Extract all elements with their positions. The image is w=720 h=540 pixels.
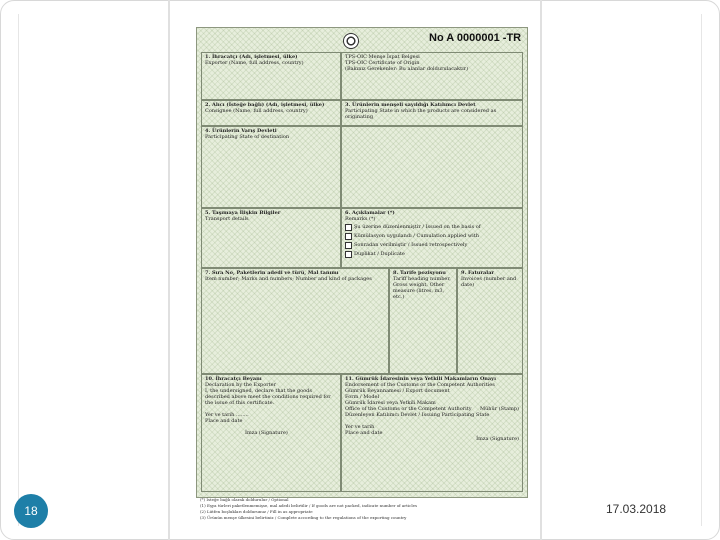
- header-title-2: TPS-OIC Certificate of Origin: [345, 60, 420, 66]
- box-10-declaration: 10. İhracatçı Beyanı Declaration by the Exporter I, the undersigned, declare that the goods described above meet the conditions required for the issue of this certificate. Yer ve tarih ........ Place and date İmza (Signature): [201, 374, 341, 492]
- box-7-items: 7. Sıra No, Paketlerin adedi ve türü, Mal tanımı Item number; Marks and numbers; Number and kind of packages: [201, 268, 389, 374]
- box-5-transport: 5. Taşımaya İlişkin Bilgiler Transport details: [201, 208, 341, 268]
- box-2-consignee: 2. Alıcı (İsteğe bağlı) (Adı, işletmesi, ülke) Consignee (Name, full address, country): [201, 100, 341, 126]
- page-number-badge: 18: [14, 494, 48, 528]
- checkbox[interactable]: [345, 224, 352, 231]
- header-subtitle: (Bakınız Gerekenler: Bu alanlar doldurulacaktır): [345, 66, 469, 72]
- box-9-invoices: 9. Faturalar Invoices (number and date): [457, 268, 523, 374]
- footnotes: (*) İsteğe bağlı olarak doldurulur / Optional (1) Eşya türleri paketlenmemişse, mal adedi belirtilir / If goods are not packed, indicate number of articles (2) Lütfen boşlukları doldurunuz / Fill in as appropriate (3) Ürünün menşe ülkesini belirtiniz / Complete according to the regulations of the exporting country: [200, 497, 418, 520]
- emblem-icon: [343, 33, 359, 49]
- certificate-number: No A 0000001 -TR: [429, 32, 522, 44]
- checkbox[interactable]: [345, 251, 352, 258]
- checkbox[interactable]: [345, 242, 352, 249]
- certificate-document: [196, 27, 528, 498]
- box-1-exporter: 1. İhracatçı (Adı, işletmesi, ülke) Exporter (Name, full address, country): [201, 52, 341, 100]
- right-border-line: [701, 14, 702, 526]
- box-4-destination: 4. Ürünlerin Varış Devleti Participating State of destination: [201, 126, 341, 208]
- box-6-remarks: 6. Açıklamalar (*) Remarks (*) Şu üzerine düzenlenmiştir / Issued on the basis of Kümülasyon uygulandı / Cumulation applied with Sonradan verilmiştir / Issued retrospectively Duplikat / Duplicate: [341, 208, 523, 268]
- right-stripe: [540, 0, 542, 540]
- header-box: [341, 52, 523, 100]
- box-3-origin-state: 3. Ürünlerin menşeli sayıldığı Katılımcı Devlet Participating State in which the products are considered as originating: [341, 100, 523, 126]
- left-stripe: [168, 0, 170, 540]
- box-8-tariff: 8. Tarife pozisyonu Tariff heading number, Gross weight, Other measure (litres, m3, etc.): [389, 268, 457, 374]
- box-blank: [341, 126, 523, 208]
- date-footer: 17.03.2018: [606, 502, 667, 516]
- header-title-1: TPS-OIC Menşe İspat Belgesi: [345, 54, 420, 60]
- checkbox[interactable]: [345, 233, 352, 240]
- box-11-endorsement: 11. Gümrük İdaresinin veya Yetkili Makamların Onayı Endorsement of the Customs or the Competent Authorities Gümrük Beyannamesi / Export document Form / Model Gümrük İdaresi veya Yetkili Makam Office of the Customs or the Competent Authority Mühür (Stamp) Düzenleyen Katılımcı Devlet / Issuing Participating State Yer ve tarih Place and date İmza (Signature): [341, 374, 523, 492]
- left-border-line: [18, 14, 19, 526]
